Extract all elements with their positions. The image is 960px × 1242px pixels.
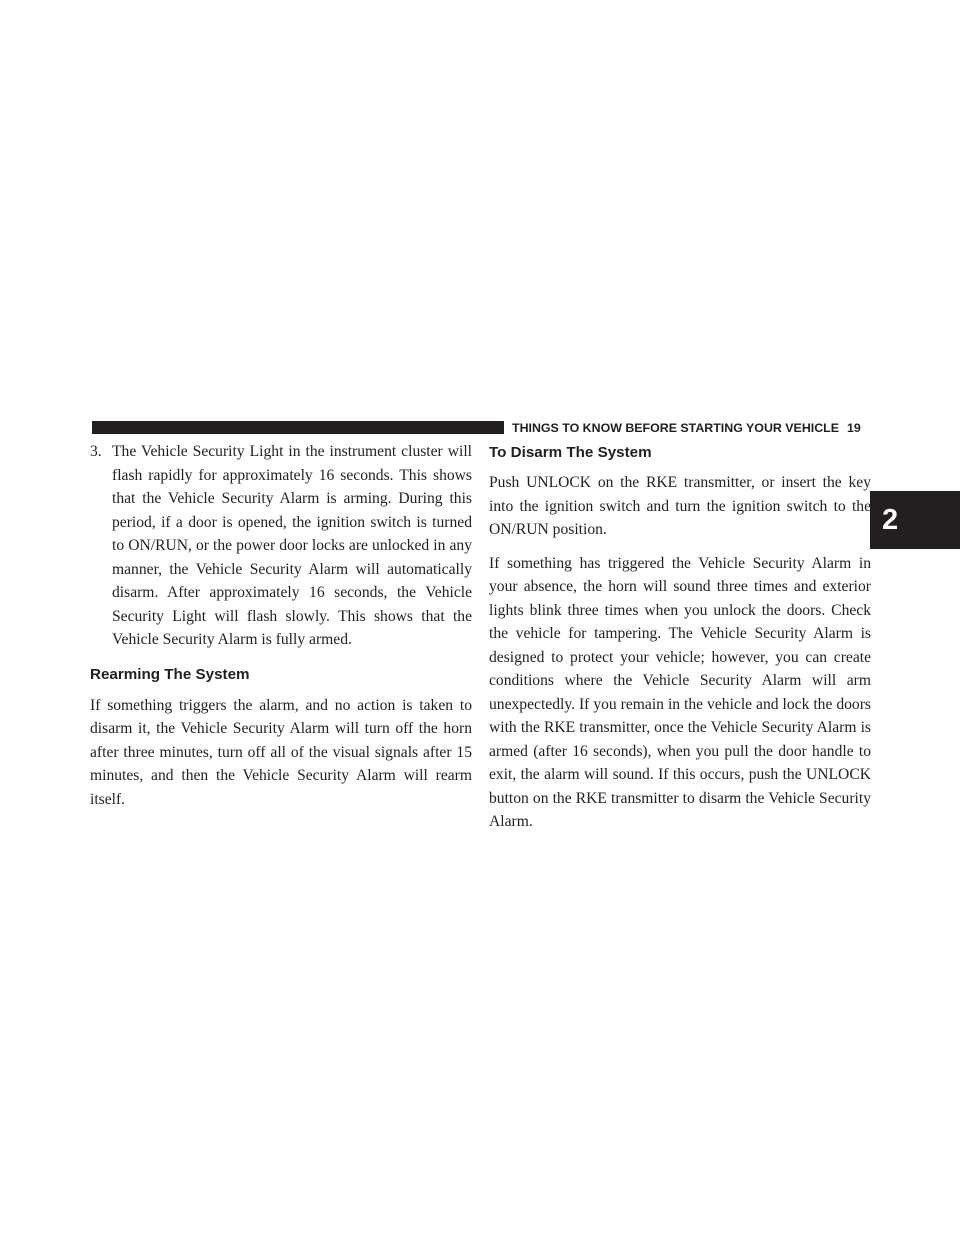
section-title: THINGS TO KNOW BEFORE STARTING YOUR VEHICLE xyxy=(512,421,839,435)
disarm-paragraph-1: Push UNLOCK on the RKE transmitter, or insert the key into the ignition switch and turn the ignition switch to the ON/RUN position. xyxy=(489,474,871,538)
disarm-paragraph-2: If something has triggered the Vehicle Security Alarm in your absence, the horn will sound three times and exterior lights blink three times when you unlock the doors. Check the vehicle for tampering. The Vehicle Security Alarm is designed to protect your vehicle; however, you can create conditions where the Vehicle Security Alarm will arm unexpectedly. If you remain in the vehicle and lock the doors with the RKE transmitter, once the Vehicle Security Alarm is armed (after 16 seconds), when you pull the door handle to exit, the alarm will sound. If this occurs, push the UNLOCK button on the RKE transmitter to disarm the Vehicle Security Alarm. xyxy=(489,554,871,830)
section-heading-rearming: Rearming The System xyxy=(90,665,250,683)
page-number: 19 xyxy=(847,421,861,435)
running-header xyxy=(512,419,864,437)
section-heading-disarm: To Disarm The System xyxy=(489,444,652,461)
rearming-paragraph: If something triggers the alarm, and no action is taken to disarm it, the Vehicle Security Alarm will turn off the horn after three minutes, turn off all of the visual signals after 15 minutes, and then the Vehicle Security Alarm will rearm itself. xyxy=(90,696,472,808)
right-column xyxy=(489,440,871,834)
numbered-step xyxy=(90,440,472,652)
left-column xyxy=(90,440,472,811)
header-rule-bar xyxy=(92,421,504,434)
chapter-tab: 2 xyxy=(870,491,960,549)
step-number: 3. xyxy=(90,443,102,460)
step-text: The Vehicle Security Light in the instrument cluster will flash rapidly for approximately 16 seconds. This shows that the Vehicle Security Alarm is arming. During this period, if a door is opened, the ignition switch is turned to ON/RUN, or the power door locks are unlocked in any manner, the Vehicle Security Alarm will automatically disarm. After approximately 16 seconds, the Vehicle Security Light will flash slowly. This shows that the Vehicle Security Alarm is fully armed. xyxy=(112,443,472,648)
